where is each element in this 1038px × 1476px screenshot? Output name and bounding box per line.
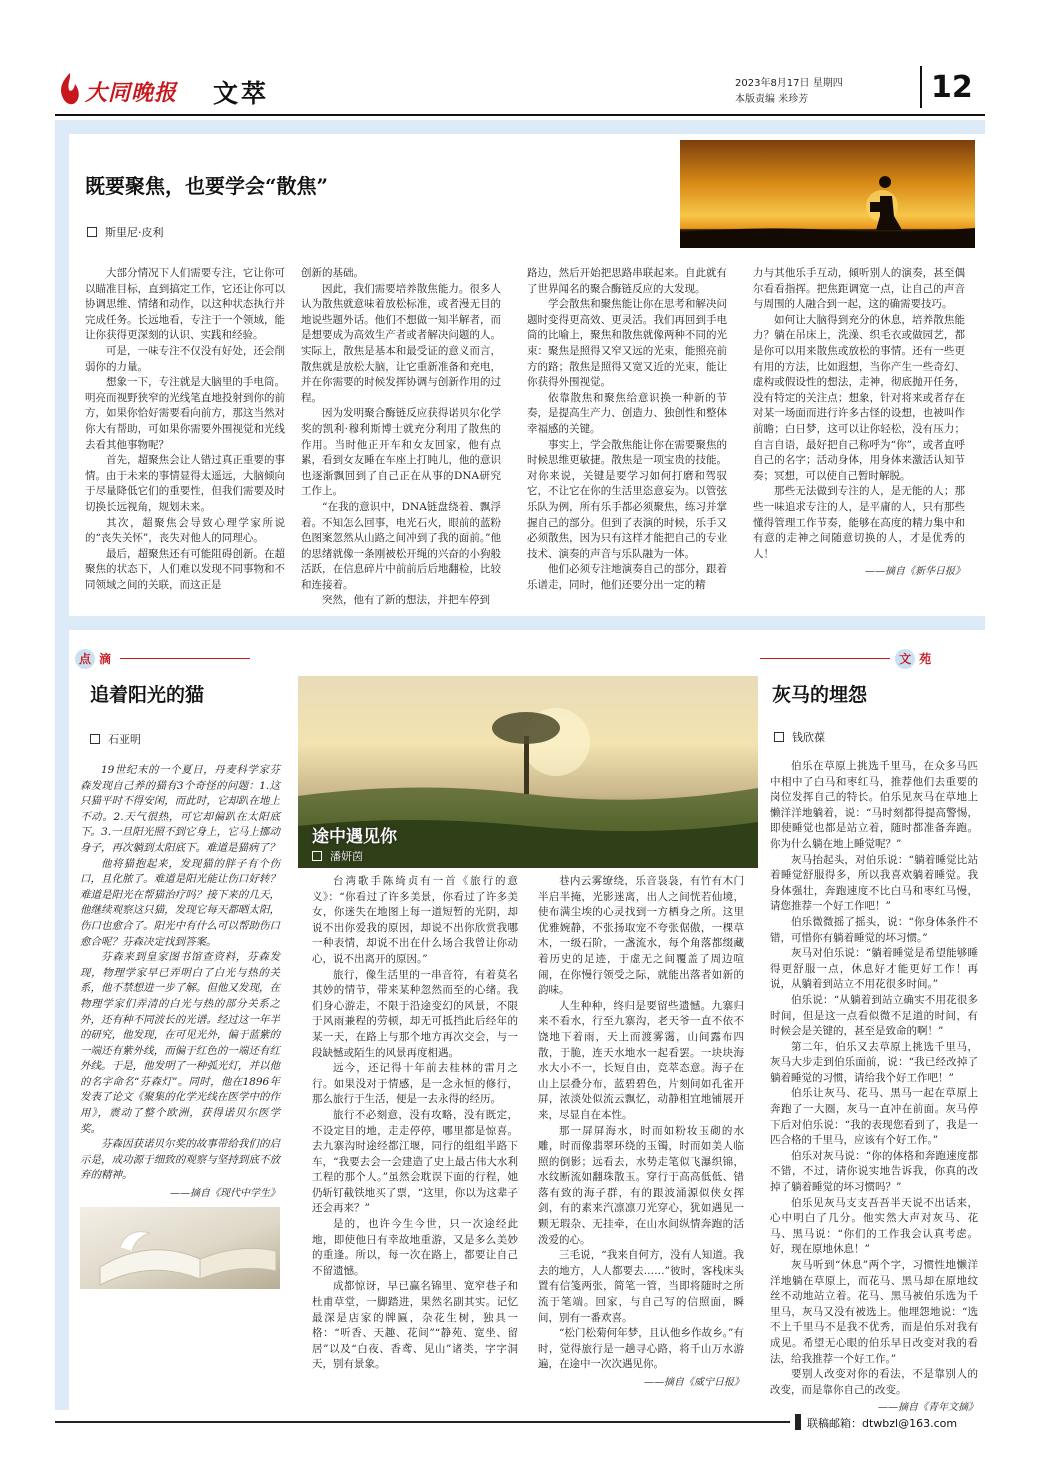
tag-wenyuan [760,648,935,668]
article-col-2 [301,266,501,609]
paragraph: 灰马对伯乐说：“躺着睡觉是希望能够睡得更舒服一点，休息好才能更好工作！再说，从躺着到站立不用花很多时间。” [770,947,978,991]
misty-tree-image [298,676,758,868]
paragraph: 那一屏屏海水，时而如粉妆玉砌的水雕，时而像翡翠环绕的玉镯，时而如美人临照的倒影；远看去，水势走笔似飞瀑织锦，水纹断流如翻珠散玉。穿行于高高低低、错落有致的海子群，有的跟波涌源似侠女挥剑，有的素来汽凛凛刀光穿心，犹如遇见一颗无瑕杂、无挂牵，在山水间纵情奔跑的活泼爱的心。 [538,1124,744,1246]
paragraph: 伯乐让灰马、花马、黑马一起在草原上奔跑了一大圈，灰马一直冲在前面。灰马停下后对伯乐说：“我的表现您看到了，我是一匹合格的千里马，应该有个好工作。” [770,1087,978,1147]
author-line [90,731,280,747]
section-name: 文萃 [213,79,270,108]
tag-char: 苑 [919,652,932,666]
masthead-rule [55,114,985,116]
paragraph: 伯乐对灰马说：“你的体格和奔跑速度都不错，不过，请你说实地告诉我，你真的改掉了躺着睡觉的坏习惯吗？” [770,1149,978,1194]
author-box-icon [87,227,97,237]
paragraph: 台湾歌手陈绮贞有一首《旅行的意义》：“你看过了许多美景，你看过了许多美女，你迷失在地图上每一道短暂的光阴，却说不出你爱我的原因，却说不出你欣赏我哪一种表情，却说不出在什么场合我曾让你动心，说不出离开的原因。” [312,875,518,965]
paragraph: 伯乐说：“从躺着到站立确实不用花很多时间，但是这一点看似微不足道的时间，有时候会是关键的，甚至是致命的啊！” [770,993,978,1038]
paragraph: 因为发明聚合酶链反应获得诺贝尔化学奖的凯利·穆利斯博士就充分利用了散焦的作用。当时他正开车和女友回家，他有点累，看到女友睡在车座上打盹儿，他的意识也逐渐飘回到了自己正在从事的DNA研究工作上。 [301,407,501,498]
author-box-icon [774,732,784,742]
sunset-reader-image [680,140,975,248]
paragraph: 19世纪末的一个夏日，丹麦科学家芬森发现自己养的猫有3个奇怪的问题：1.这只猫平时不得安闲，而此时，它却趴在地上不动。2.天气很热，可它却偏趴在太阳底下。3.一旦阳光照不到它身上，它马上挪动身子，再次躺到太阳底下。难道是猫病了？ [80,764,280,854]
paragraph: 大部分情况下人们需要专注，它让你可以瞄准目标，直到搞定工作，它还让你可以协调思维、情绪和动作，以这种状态执行并完成任务。长远地看，专注于一个领域，能让你获得更深刻的认识、实践和经验。 [85,267,285,342]
paragraph: 第二年，伯乐又去草原上挑选千里马，灰马大步走到伯乐面前，说：“我已经改掉了躺着睡觉的习惯，请给我个好工作吧！” [770,1040,978,1084]
paragraph: 他将猫抱起来，发现猫的胖子有个伤口，且化脓了。难道是阳光能让伤口好转？难道是阳光在帮猫治疗吗？接下来的几天，他继续观察这只猫，发现它每天都晒太阳，伤口也愈合了。阳光中有什么可以帮助伤口愈合呢？芬森决定找到答案。 [80,857,280,948]
book-image [80,1207,280,1289]
tag-diandi [75,648,250,668]
footer-marker [795,1414,801,1430]
paragraph: 那些无法做到专注的人，是无能的人；那些一味追求专注的人，是平庸的人，只有那些懂得管理工作节奏，能够在高度的精力集中和有意的走神之间随意切换的人，才是优秀的人！ [753,485,965,560]
paragraph: 灰马听到“休息”两个字，习惯性地懒洋洋地躺在草原上，而花马、黑马却在原地纹丝不动地站立着。花马、黑马被伯乐选为千里马，灰马又没有被选上。他埋怨地说：“选不上千里马不是我不优秀，而是伯乐对我有成见。希望无心眼的伯乐早日改变对我的看法，给我推荐一个好工作。” [770,1259,978,1365]
paragraph: 如何让大脑得到充分的休息，培养散焦能力？躺在吊床上，洗澡、织毛衣或做园艺，都是你可以用来散焦或放松的事情。还有一些更有用的方法，比如遐想，当你产生一些奇幻、虚构或假设性的想法，走神，彻底抛开任务，没有特定的关注点；想象，针对将来或者存在对某一场面而进行许多古怪的设想，也被叫作前瞻；白日梦，这可以让你轻松，没有压力；自言自语，最好把自己称呼为“你”，或者直呼自己的名字；活动身体，用身体来激活认知节奏；冥想，可以使自己暂时解脱。 [753,313,965,482]
article-col-2 [538,874,744,1388]
article-col-1 [85,266,285,593]
paragraph: 想象一下，专注就是大脑里的手电筒。明亮而视野狭窄的光线笔直地投射到你的前方，如果你恰好需要看向前方，那这当然对你大有帮助，可如果你需要外围视觉和光线去看其他事物呢？ [85,376,285,451]
reader-silhouette-icon [680,140,975,248]
paragraph: 可是，一味专注不仅没有好处，还会削弱你的力量。 [85,344,285,373]
article-col-4 [753,266,965,577]
paragraph: 力与其他乐手互动，倾听别人的演奏，甚至偶尔看看指挥。把焦距调宽一点，让自己的声音与周围的人融合到一起，这的确需要技巧。 [753,267,965,311]
footer-rule [55,1421,790,1423]
paragraph: 伯乐在草原上挑选千里马，在众多马匹中相中了白马和枣红马，推荐他们去重要的岗位发挥自己的特长。伯乐见灰马在草地上懒洋洋地躺着，说：“马时刻都得提高警惕，即使睡觉也都是站立着，随时都准备奔跑。你为什么躺在地上睡觉呢？” [770,760,978,850]
article-journey [298,676,758,1388]
article-title: 途中遇见你 [312,827,397,847]
author-name: 钱欣葆 [792,731,825,744]
frame-left [55,120,69,1410]
paragraph: 是的，也许今生今世，只一次途经此地，即使他日有幸故地重游，又是多么美妙的重逢。所以，每一次在路上，都要让自己不留遗憾。 [312,1218,518,1277]
frame-top [55,120,985,134]
article-col-3 [527,266,727,593]
paragraph: 依靠散焦和聚焦给意识换一种新的节奏，是提高生产力、创造力、独创性和整体幸福感的关键。 [527,391,727,435]
paragraph: 伯乐见灰马支支吾吾半天说不出话来，心中明白了几分。他实然大声对灰马、花马、黑马说：“你们的工作我会认真考虑。好，现在原地休息！” [770,1196,978,1256]
source-note: ——摘自《现代中学生》 [170,1188,280,1200]
paragraph: 要别人改变对你的看法，不是靠别人的改变，而是靠你自己的改变。 [770,1368,978,1396]
paragraph: “松门松菊何年梦，且认他乡作故乡。”有时，觉得旅行是一趟寻心路，将千山万水游遍，在途中一次次遇见你。 [538,1327,744,1371]
paragraph: 其次，超聚焦会导致心理学家所说的“丧失关怀”，丧失对他人的同理心。 [85,516,285,545]
source-note: ——摘自《新华日报》 [865,566,965,578]
paragraph: 最后，超聚焦还有可能阻碍创新。在超聚焦的状态下，人们难以发现不同事物和不同领域之间的关联，而这正是 [85,547,285,591]
article-grey-horse [770,680,978,1413]
frame-divider [55,616,985,630]
article-title: 灰马的埋怨 [772,684,868,706]
author-line [87,224,164,240]
source-note: ——摘自《威宁日报》 [644,1377,744,1388]
paragraph: 人生种种，终归是要留些遗憾。九寨归来不看水，行至九寨沟，老天爷一直不依不饶地下着雨，天上而渡雾霭，山间露布四散，于脆，连天水地水一起看罢。一块块海水大小不一，长短自由，竞萃态意。海子在山上层叠分布，蓝碧碧色，片刻间如孔雀开屏，浓淡处似流云飘忆，动静相宜地铺展开来，尽显自在本性。 [538,999,744,1121]
paragraph: 巷内云雾缭绕，乐音袅袅，有竹有木门半启半掩，光影迷离，出人之间恍若仙境，使布满尘埃的心灵找到一方栖身之所。这里优雅婉静，不张扬取宠不夸张倨傲，一棵草木，一级石阶，一盏流水，每个角落都缀藏着历史的足迹，于虚无之间覆盖了周边喧闹，在你慢行领受之际，就能出落者如新的韵味。 [538,875,744,997]
author-line [774,729,978,745]
paragraph: 芬森因获诺贝尔奖的故事带给我们的启示是，成功源于细致的观察与坚持到底不放弃的精神。 [80,1138,280,1182]
paragraph: 芬森来到皇家图书馆查资料，芬森发现，物理学家早已弄明白了白光与热的关系，他不禁想进一步了解。但他又发现，在物理学家们弄清的白光与热的部分关系之外，还有种不同波长的光谱。经过这一年半的研究，他发现，在可见光外，偏于蓝紫的一端还有紫外线，而偏于红色的一端还有红外线。于是，他发明了一种弧光灯，并以他的名字命名“芬森灯”。同时，他在1896年发表了论文《聚集的化学光线在医学中的作用》，震动了整个欧洲，获得诺贝尔医学奖。 [80,951,280,1135]
open-book-icon [80,1207,280,1289]
paragraph: 旅行，像生活里的一串音符，有着莫名其妙的情节，带来某种忽然而至的心绪。我们身心游走，不限于沿途变幻的风景，不限于风雨兼程的劳顿，却无可抵挡此后经年的某一天，在路上与那个地方再次交会，与一段缺憾或陌生的风景再度相遇。 [312,968,518,1059]
footer-email: 联稿邮箱：dtwbzl@163.com [807,1417,958,1430]
author-line [312,848,363,864]
paragraph: 因此，我们需要培养散焦能力。很多人认为散焦就意味着放松标准，或者漫无目的地说些题外话。他们不想做一知半解者，而是想要成为高效生产者或者解决问题的人。实际上，散焦是基本和最受证的意义而言，散焦就是放松大脑，让它重新准备和充电，并在你需要的时候发挥协调与创新作用的过程。 [301,282,501,404]
article-col-1 [312,874,518,1373]
article-body [770,759,978,1413]
logo [57,72,187,108]
paragraph: 事实上，学会散焦能让你在需要聚焦的时候思维更敏捷。散焦是一项宝贵的技能。对你来说，关键是要学习如何打磨和驾驭它，不让它在你的生活里恣意妄为。以管弦乐队为例，所有乐手都必须聚焦，练习并掌握自己的部分。但到了表演的时候，乐手又必须散焦，因为只有这样才能把自己的专业技术、演奏的声音与乐队融为一体。 [527,438,727,560]
paragraph: “在我的意识中，DNA链盘绕着、飘浮着。不知怎么回事，电光石火，眼前的蓝粉色图案忽然从山路之间冲到了我的面前。”他的思绪就像一条刚被松开绳的兴奋的小狗般活跃，在信息碎片中前前后后地翻检，比较和连接着。 [301,500,501,591]
author-box-icon [90,734,100,744]
paragraph: 灰马抬起头，对伯乐说：“躺着睡觉比站着睡觉舒服得多，所以我喜欢躺着睡觉。我身体强壮，奔跑速度不比白马和枣红马慢，请您推荐一个好工作吧！” [770,853,978,913]
paragraph: 学会散焦和聚焦能让你在思考和解决问题时变得更高效、更灵活。我们再回到手电筒的比喻上，聚焦和散焦就像两种不同的光束：聚焦是照得又窄又远的光束，能照亮前方的路；散焦是照得又宽又近的光束，能让你获得外围视觉。 [527,298,727,389]
paragraph: 他们必须专注地演奏自己的部分，跟着乐谱走，同时，他们还要分出一定的精 [527,563,727,591]
article-cat [80,680,280,1289]
page-divider [920,66,922,108]
paragraph: 路边，然后开始把思路串联起来。自此就有了世界闻名的聚合酶链反应的大发现。 [527,267,727,295]
article-title: 既要聚焦，也要学会“散焦” [85,174,329,198]
logo-text: 大同晚报 [85,80,178,106]
masthead [55,60,985,118]
paragraph: 伯乐微微摇了摇头，说：“你身体条件不错，可惜你有躺着睡觉的坏习惯。” [770,915,978,944]
paragraph: 旅行不必刻意，没有攻略，没有既定，不设定目的地，走走停停，哪里都是惊喜。去九寨沟时途经都江堰，同行的组组半路下车，“我要去会一会建造了史上最古伟大水利工程的那个人。”虽然会耽误下面的行程，她仍斩钉截铁地买了票，“这里，你以为这辈子还会再来？” [312,1108,518,1215]
author-name: 石亚明 [108,733,141,746]
paragraph: 突然，他有了新的想法，并把车停到 [322,594,490,607]
tag-char: 文 [895,649,915,669]
editor-line: 本版责编 米珍芳 [735,94,809,105]
paragraph: 创新的基础。 [301,267,364,279]
tag-char: 滴 [98,652,111,666]
article-title: 追着阳光的猫 [90,684,205,706]
author-box-icon [312,851,322,861]
paragraph: 远今，还记得十年前去桂林的雷月之行。如果没对于情感，是一念永恒的修行，那么旅行于生活，便是一去永得的经历。 [312,1062,518,1106]
page-number: 12 [931,70,973,105]
paragraph: 成都惊讶，早已赢名锦里、宽窄巷子和杜甫草堂，一脚踏进，果然名副其实。记忆最深是店家的牌匾，杂花生树，独具一格：“听香、天趣、花间”“静苑、宽坐、留居”以及“白夜、香鸢、见山”诸类，字字洞天，别有景象。 [312,1280,518,1371]
date-line: 2023年8月17日 星期四 [735,78,843,89]
paragraph: 首先，超聚焦会让人错过真正重要的事情。由于未来的事情显得太遥远，大脑倾向于尽量降低它们的重要性，但我们需要及时切换长远视角，规划未来。 [85,454,285,513]
footer-bar [55,1412,985,1432]
flame-logo-icon [57,72,83,106]
paragraph: 三毛说，“我来自何方，没有人知道。我去的地方，人人都要去……”彼时，客栈床头置有信笺两张，简笔一管，当即将随时之所流于笔端。回家，与自己写的信照面，瞬间，别有一番欢喜。 [538,1249,744,1324]
article-focus [75,134,980,614]
source-note: ——摘自《青年文摘》 [878,1402,978,1414]
tag-char: 点 [75,649,95,669]
author-name: 斯里尼·皮利 [105,226,164,239]
author-name: 潘妍茵 [330,850,363,863]
article-body [80,763,280,1199]
